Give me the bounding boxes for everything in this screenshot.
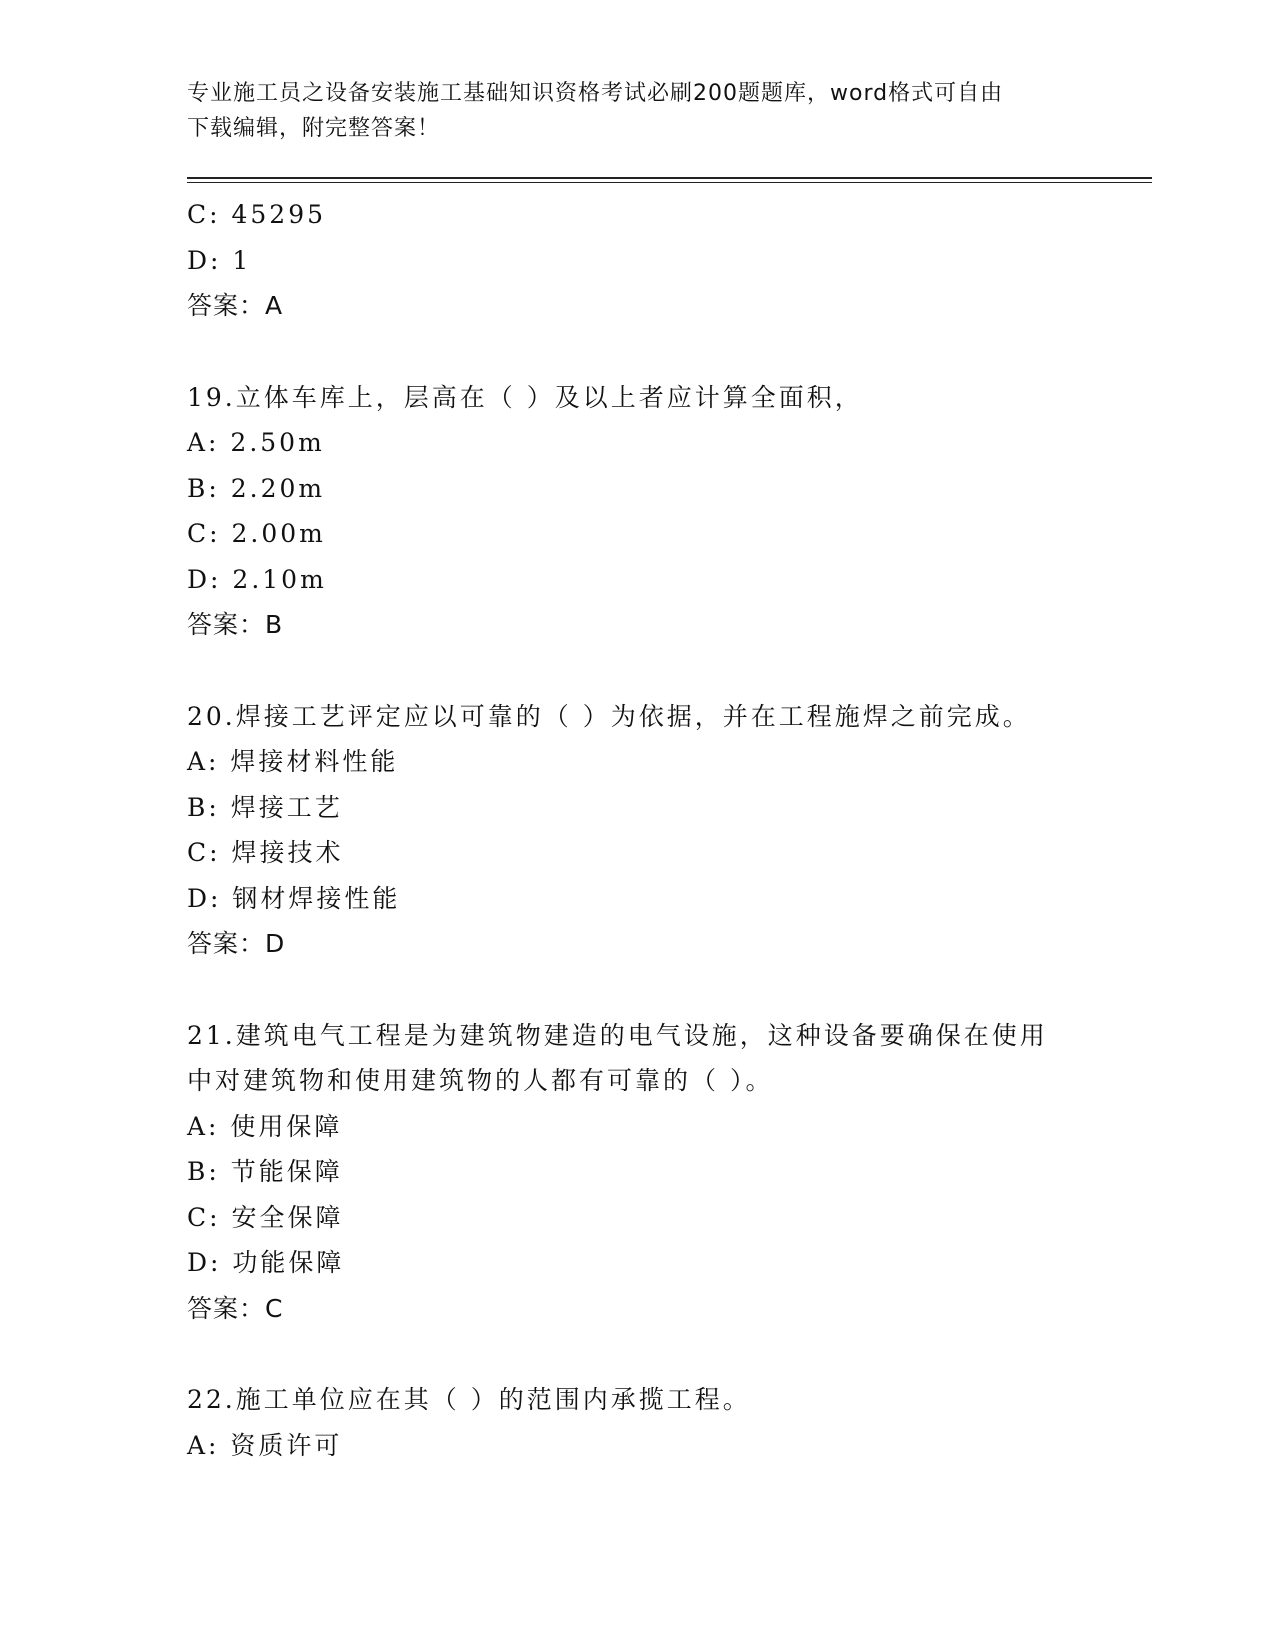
question-stem: 20.焊接工艺评定应以可靠的（ ）为依据，并在工程施焊之前完成。 (187, 701, 1031, 731)
option-c: C: 焊接技术 (187, 838, 344, 867)
question-block-19 (187, 375, 1087, 648)
option-c: C: 安全保障 (187, 1202, 344, 1232)
spacer (187, 648, 1087, 694)
question-stem-line-2: 中对建筑物和使用建筑物的人都有可靠的（ ）。 (187, 1066, 774, 1095)
option-d: D: 2.10m (187, 564, 327, 594)
option-b: B: 节能保障 (187, 1157, 343, 1186)
question-block-18 (187, 192, 1087, 329)
question-block-21 (187, 1013, 1087, 1332)
question-stem-line-1: 21.建筑电气工程是为建筑物建造的电气设施，这种设备要确保在使用 (187, 1020, 1048, 1050)
answer-text: 答案：A (187, 291, 284, 320)
option-a: A: 焊接材料性能 (187, 747, 399, 776)
option-b: B: 焊接工艺 (187, 792, 343, 822)
document-header (187, 76, 1087, 146)
option-d: D: 钢材焊接性能 (187, 883, 401, 913)
question-block-20 (187, 694, 1087, 967)
option-c: C: 2.00m (187, 519, 326, 548)
spacer (187, 329, 1087, 375)
header-title-line-2: 下载编辑，附完整答案！ (187, 116, 441, 141)
question-list (187, 192, 1087, 1468)
answer-text: 答案：B (187, 610, 284, 639)
spacer (187, 1331, 1087, 1377)
header-divider-thin (187, 182, 1152, 183)
answer-text: 答案：C (187, 1293, 284, 1323)
header-divider-thick (187, 177, 1152, 179)
header-title-line-1: 专业施工员之设备安装施工基础知识资格考试必刷200题题库，word格式可自由 (187, 81, 1004, 106)
option-d: D: 1 (187, 245, 252, 275)
option-b: B: 2.20m (187, 473, 326, 503)
question-stem: 22.施工单位应在其（ ）的范围内承揽工程。 (187, 1385, 751, 1414)
question-stem: 19.立体车库上，层高在（ ）及以上者应计算全面积， (187, 382, 863, 412)
option-a: A: 使用保障 (187, 1111, 343, 1141)
option-a: A: 2.50m (187, 428, 325, 457)
answer-text: 答案：D (187, 929, 286, 958)
question-block-22 (187, 1377, 1087, 1468)
option-a: A: 资质许可 (187, 1430, 343, 1460)
option-d: D: 功能保障 (187, 1248, 345, 1277)
option-c: C: 45295 (187, 200, 327, 229)
spacer (187, 967, 1087, 1013)
